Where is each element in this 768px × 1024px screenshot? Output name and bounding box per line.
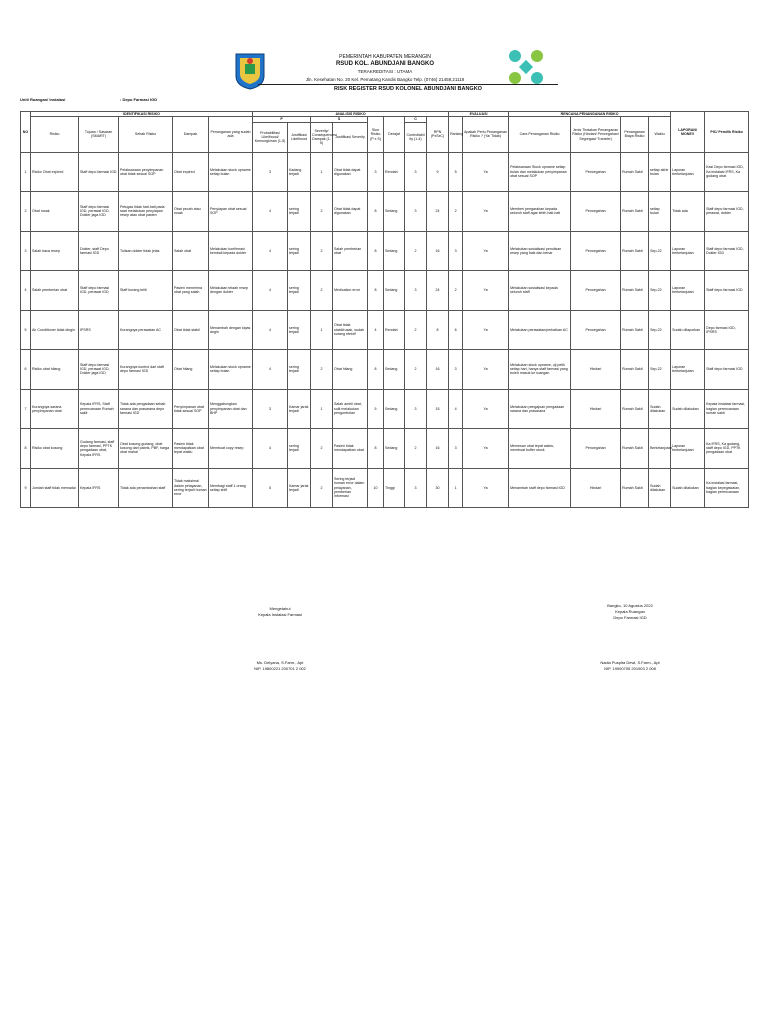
cell-rpn: 9 <box>427 152 449 192</box>
cell-sebab: Pelaksanaan penyimpanan obat tidak sesuai SOP <box>119 152 173 192</box>
cell-jenis: Hindari <box>571 389 621 429</box>
cell-skor: 10 <box>368 468 384 508</box>
cell-p: 3 <box>253 152 288 192</box>
cell-rank: 2 <box>449 271 463 311</box>
cell-skor: 4 <box>368 310 384 350</box>
table-row <box>21 152 749 192</box>
cell-c: 2 <box>405 350 427 390</box>
cell-p: 4 <box>253 271 288 311</box>
cell-js: Obat tidak dapat digunakan <box>333 192 368 232</box>
kemenkes-logo-icon <box>503 46 549 88</box>
cell-rpn: 16 <box>427 350 449 390</box>
cell-cara: Melakukan pengajuan pengadaan sarana dan prasarana <box>509 389 571 429</box>
cell-biaya: Rumah Sakit <box>621 310 649 350</box>
group-s: S <box>311 117 368 122</box>
cell-s: 1 <box>311 310 333 350</box>
cell-laporan: Laporan berkelanjutan <box>671 152 705 192</box>
signature-left-block <box>230 606 330 618</box>
cell-laporan: Sudah dilakukan <box>671 389 705 429</box>
col-rpn: RPN (PxSxC) <box>427 117 449 152</box>
group-evaluasi: EVALUASI <box>449 112 509 117</box>
cell-ada: Membagi staff 1 orang setiap shift <box>209 468 253 508</box>
cell-skor: 3 <box>368 152 384 192</box>
cell-apakah: Ya <box>463 468 509 508</box>
risk-register-table <box>20 111 749 508</box>
cell-jp: sering terjadi <box>288 271 311 311</box>
col-risiko: Risiko <box>31 117 79 152</box>
cell-dampak: Pasien tidak mendapatkan obat tepat waktu <box>173 429 209 469</box>
cell-rank: 4 <box>449 389 463 429</box>
cell-p: 4 <box>253 310 288 350</box>
cell-derajat: Sedang <box>384 429 405 469</box>
cell-rpn: 15 <box>427 389 449 429</box>
cell-skor: 8 <box>368 350 384 390</box>
cell-pic: Ka instalasi farmasi, bagian kepegawaian, bagian perencanaan <box>705 468 749 508</box>
cell-cara: Melakukan sosialisasi penulisan resep yang baik dan benar <box>509 231 571 271</box>
cell-jenis: Pencegahan <box>571 231 621 271</box>
cell-pic: Ka IFRS, Ka gudang, staff depo IGD, PPTK pengadaan obat <box>705 429 749 469</box>
cell-p: 5 <box>253 468 288 508</box>
col-sebab: Sebab Risiko <box>119 117 173 152</box>
cell-dampak: Obat hilang <box>173 350 209 390</box>
cell-rpn: 24 <box>427 271 449 311</box>
cell-skor: 8 <box>368 192 384 232</box>
cell-waktu: setiap bulan <box>649 192 671 232</box>
cell-jenis: Pencegahan <box>571 310 621 350</box>
cell-jp: Kadang terjadi <box>288 152 311 192</box>
cell-pic: Staff depo farmasi IGD, perawat, dokter <box>705 192 749 232</box>
cell-no: 2 <box>21 192 31 232</box>
cell-biaya: Rumah Sakit <box>621 192 649 232</box>
cell-jenis: Pencegahan <box>571 152 621 192</box>
cell-no: 7 <box>21 389 31 429</box>
cell-risiko: Risiko Obat expired <box>31 152 79 192</box>
cell-laporan: Sudah dilaporkan <box>671 310 705 350</box>
cell-rank: 3 <box>449 231 463 271</box>
cell-derajat: Tinggi <box>384 468 405 508</box>
cell-laporan: Laporan berkelanjutan <box>671 429 705 469</box>
cell-risiko: Obat rusak <box>31 192 79 232</box>
cell-tujuan: Gudang farmasi, staff depo farmasi, PPTK pengadaan obat, Kepala IFRS <box>79 429 119 469</box>
col-probabilitas: Probabilitas/ Likelihood/ Kemungkinan (1-5) <box>253 122 288 152</box>
cell-biaya: Rumah Sakit <box>621 389 649 429</box>
cell-s: 2 <box>311 192 333 232</box>
cell-c: 2 <box>405 310 427 350</box>
table-row <box>21 468 749 508</box>
cell-pic: Kepala instalasi farmasi, bagian perencanaan rumah sakit <box>705 389 749 429</box>
cell-cara: Melakukan perawatan/perbaikan AC <box>509 310 571 350</box>
col-laporan: LAPORAN/ MONEV <box>671 112 705 153</box>
cell-sebab: Staff kurang teliti <box>119 271 173 311</box>
cell-sebab: Petugas tidak hati-hati pada saat melakukan penyiapan resep atau obat pasien <box>119 192 173 232</box>
cell-no: 8 <box>21 429 31 469</box>
cell-js: Sering terjadi human error dalam pelayanan, pemberian informasi <box>333 468 368 508</box>
cell-p: 4 <box>253 192 288 232</box>
cell-c: 3 <box>405 192 427 232</box>
group-p: P <box>253 117 311 122</box>
cell-waktu: Sep-22 <box>649 310 671 350</box>
group-rencana: RENCANA PENANGANAN RISIKO <box>509 112 671 117</box>
cell-skor: 8 <box>368 231 384 271</box>
cell-waktu: Sep-22 <box>649 231 671 271</box>
cell-pic: Staff depo farmasi IGD <box>705 350 749 390</box>
cell-tujuan: Staff depo farmasi IGD, perawat IGD, Dokter jaga IGD <box>79 350 119 390</box>
table-row <box>21 271 749 311</box>
cell-sebab: Tidak ada pengadaan sebab sarana dan prasarana depo farmasi IGD <box>119 389 173 429</box>
col-no: NO <box>21 112 31 153</box>
cell-ada: Melakukan stock opname setiap bulan <box>209 350 253 390</box>
table-row <box>21 350 749 390</box>
cell-rank: 2 <box>449 192 463 232</box>
cell-p: 3 <box>253 389 288 429</box>
cell-tujuan: Staff depo farmasi IGD, perawat IGD, Dokter jaga IGD <box>79 192 119 232</box>
cell-no: 1 <box>21 152 31 192</box>
cell-cara: Memesan obat tepat waktu, membuat buffer stock <box>509 429 571 469</box>
cell-risiko: Salah pemberian obat <box>31 271 79 311</box>
cell-risiko: Jumlah staff tidak memadai <box>31 468 79 508</box>
signature-right-unit: Depo Farmasi IGD <box>613 615 647 620</box>
cell-apakah: Ya <box>463 310 509 350</box>
cell-ada: Menggabungkan penyimpanan obat dan BHP <box>209 389 253 429</box>
cell-no: 4 <box>21 271 31 311</box>
cell-derajat: Rendah <box>384 310 405 350</box>
cell-cara: Melakukan stock opname, uji petik setiap hari, hanya staff farmasi yang boleh masuk ke ruangan <box>509 350 571 390</box>
cell-risiko: Risiko obat kosong <box>31 429 79 469</box>
signature-right-block <box>580 603 680 621</box>
cell-laporan: Sudah dilakukan <box>671 468 705 508</box>
signature-right-role: Kepala Ruangan <box>615 609 645 614</box>
col-pic: PIC/ Pemilik Risiko <box>705 112 749 153</box>
cell-jp: Kamar jarak terjadi <box>288 389 311 429</box>
cell-s: 2 <box>311 271 333 311</box>
cell-p: 4 <box>253 350 288 390</box>
col-severity: Severity/ Consequences/ Dampak (1-5) <box>311 122 333 152</box>
signature-right-name-block <box>575 660 685 672</box>
cell-tujuan: Dokter, staff Depo farmasi IGD <box>79 231 119 271</box>
cell-jenis: Hindari <box>571 468 621 508</box>
signature-right-date: Bangko, 10 Agustus 2022 <box>607 603 653 608</box>
header-government: PEMERINTAH KABUPATEN MERANGIN <box>339 54 431 60</box>
cell-sebab: Kurangnya perawatan AC <box>119 310 173 350</box>
cell-s: 2 <box>311 350 333 390</box>
cell-rpn: 24 <box>427 192 449 232</box>
col-tujuan: Tujuan / Sasaran (SMART) <box>79 117 119 152</box>
cell-s: 2 <box>311 429 333 469</box>
cell-biaya: Rumah Sakit <box>621 429 649 469</box>
cell-js: Salah ambil obat, sulit melakukan pengontrolan <box>333 389 368 429</box>
cell-apakah: Ya <box>463 271 509 311</box>
col-ranking: Ranking <box>449 117 463 152</box>
cell-biaya: Rumah Sakit <box>621 152 649 192</box>
cell-derajat: Sedang <box>384 192 405 232</box>
col-justifikasi-likelihood: Justifikasi Likelihood <box>288 122 311 152</box>
cell-s: 1 <box>311 152 333 192</box>
cell-rpn: 16 <box>427 429 449 469</box>
cell-sebab: Kurangnya kontrol dari staff depo farmasi IGD <box>119 350 173 390</box>
cell-waktu: setiap akhir bulan <box>649 152 671 192</box>
cell-tujuan: Kepala IFRS, Staff perencanaan Rumah sakit <box>79 389 119 429</box>
signature-right-name: Nadia Puspita Dewi, S.Farm., Apt <box>600 660 660 665</box>
cell-rank: 6 <box>449 310 463 350</box>
cell-pic: Staff depo farmasi IGD, Dokter IGD <box>705 231 749 271</box>
cell-sebab: Tulisan dokter tidak jelas <box>119 231 173 271</box>
cell-apakah: Ya <box>463 389 509 429</box>
cell-jp: sering terjadi <box>288 350 311 390</box>
cell-jp: sering terjadi <box>288 231 311 271</box>
cell-rpn: 30 <box>427 468 449 508</box>
unit-value: : Depo Farmasi IGD <box>120 97 158 102</box>
cell-pic: Kasi Depo farmasi IGD, Ka instalasi IFRS, Ka gudang obat <box>705 152 749 192</box>
cell-pic: Staff depo farmasi IGD <box>705 271 749 311</box>
cell-c: 3 <box>405 152 427 192</box>
header-hospital: RSUD KOL. ABUNDJANI BANGKO <box>335 61 435 67</box>
cell-no: 5 <box>21 310 31 350</box>
col-waktu: Waktu <box>649 117 671 152</box>
cell-risiko: Kurangnya sarana penyimpanan obat <box>31 389 79 429</box>
cell-tujuan: Kepala IFRS <box>79 468 119 508</box>
col-penanganan-ada: Penanganan yang sudah ada <box>209 117 253 152</box>
cell-ada: Melakukan telaah resep dengan dokter <box>209 271 253 311</box>
cell-rank: 1 <box>449 468 463 508</box>
cell-cara: Pelaksanaan Stock opname setiap bulan dan melakukan penyimpanan obat sesuai SOP <box>509 152 571 192</box>
cell-s: 1 <box>311 389 333 429</box>
col-justifikasi-severity: Justifikasi Severity <box>333 122 368 152</box>
header-divider <box>258 84 558 85</box>
cell-biaya: Rumah Sakit <box>621 468 649 508</box>
cell-no: 3 <box>21 231 31 271</box>
table-row <box>21 192 749 232</box>
col-dampak: Dampak <box>173 117 209 152</box>
cell-ada: Melakukan stock opname setiap bulan <box>209 152 253 192</box>
cell-s: 2 <box>311 231 333 271</box>
cell-risiko: Salah baca resep <box>31 231 79 271</box>
cell-jenis: Hindari <box>571 350 621 390</box>
cell-jp: sering terjadi <box>288 192 311 232</box>
cell-dampak: Tidak maksimal dalam pelayanan, sering terjadi human error <box>173 468 209 508</box>
cell-jp: sering terjadi <box>288 310 311 350</box>
cell-jp: sering terjadi <box>288 429 311 469</box>
table-row <box>21 310 749 350</box>
cell-c: 3 <box>405 271 427 311</box>
cell-apakah: Ya <box>463 231 509 271</box>
table-row <box>21 231 749 271</box>
cell-biaya: Rumah Sakit <box>621 271 649 311</box>
cell-apakah: Ya <box>463 350 509 390</box>
cell-dampak: Obat pecah atau rusak <box>173 192 209 232</box>
col-cara: Cara Penanganan Risiko <box>509 117 571 152</box>
group-identifikasi: IDENTIFIKASI RISIKO <box>31 112 253 117</box>
cell-p: 4 <box>253 231 288 271</box>
cell-js: Salah pemberian obat <box>333 231 368 271</box>
cell-rank: 3 <box>449 429 463 469</box>
header-address: Jln. Kesehatan No. 20 Kel. Pematang Kandis Bangko Telp. (0746) 21459,21118 <box>305 77 465 82</box>
col-controllability: Controllabil ity (1-4) <box>405 122 427 152</box>
cell-js: Obat tidak stabil/rusak, sudah kurang efektif <box>333 310 368 350</box>
cell-derajat: Rendah <box>384 152 405 192</box>
cell-no: 6 <box>21 350 31 390</box>
group-c: C <box>405 117 427 122</box>
cell-apakah: Ya <box>463 192 509 232</box>
cell-tujuan: IPSRS <box>79 310 119 350</box>
cell-rpn: 16 <box>427 231 449 271</box>
cell-skor: 5 <box>368 389 384 429</box>
cell-laporan: Laporan berkelanjutan <box>671 231 705 271</box>
cell-p: 4 <box>253 429 288 469</box>
signature-left-nip: NIP. 19800221 200701 2 002 <box>254 666 306 671</box>
signature-right-nip: NIP. 19900705 201903 2 008 <box>604 666 656 671</box>
cell-c: 2 <box>405 231 427 271</box>
cell-dampak: Penyimpanan obat tidak sesuai SOP <box>173 389 209 429</box>
cell-jp: Kamar jarak terjadi <box>288 468 311 508</box>
cell-dampak: Obat expired <box>173 152 209 192</box>
cell-derajat: Sedang <box>384 271 405 311</box>
table-row <box>21 389 749 429</box>
cell-dampak: Salah obat <box>173 231 209 271</box>
cell-laporan: Laporan berkelanjutan <box>671 271 705 311</box>
col-apakah: Apakah Perlu Penanganan Risiko ? (Ya/ Tidak) <box>463 117 509 152</box>
cell-biaya: Rumah Sakit <box>621 350 649 390</box>
signature-left-role: Kepala Instalasi Farmasi <box>258 612 302 617</box>
cell-tujuan: Staff depo farmasi IGD <box>79 152 119 192</box>
cell-js: Pasien tidak mendapatkan obat <box>333 429 368 469</box>
cell-ada: Membuat copy resep <box>209 429 253 469</box>
col-jenis: Jenis Tindakan Penanganan Risiko (Hindari/ Pencegahan/ Segregasi/ Transfer) <box>571 117 621 152</box>
cell-waktu: Sudah dilakukan <box>649 468 671 508</box>
cell-cara: Memberi pengarahan kepada seluruh staff agar lebih hati-hati <box>509 192 571 232</box>
signature-left-name: Ms. Delyana, S.Farm., Apt <box>256 660 304 665</box>
cell-js: Obat hilang <box>333 350 368 390</box>
cell-laporan: Tidak ada <box>671 192 705 232</box>
cell-c: 2 <box>405 429 427 469</box>
cell-waktu: Sep-22 <box>649 350 671 390</box>
cell-risiko: Air Conditioner tidak dingin <box>31 310 79 350</box>
cell-jenis: Pencegahan <box>571 271 621 311</box>
cell-derajat: Sedang <box>384 389 405 429</box>
cell-js: Obat tidak dapat digunakan <box>333 152 368 192</box>
cell-pic: Depo farmasi IGD, IPSRS <box>705 310 749 350</box>
cell-ada: Penyiapan obat sesuai SOP <box>209 192 253 232</box>
cell-risiko: Risiko obat hilang <box>31 350 79 390</box>
cell-apakah: Ya <box>463 152 509 192</box>
cell-derajat: Sedang <box>384 350 405 390</box>
cell-rank: 3 <box>449 350 463 390</box>
header-accreditation: TERAKREDITASI : UTAMA <box>357 69 413 74</box>
cell-cara: Melakukan sosialisasi kepada seluruh staff <box>509 271 571 311</box>
cell-biaya: Rumah Sakit <box>621 231 649 271</box>
cell-derajat: Sedang <box>384 231 405 271</box>
cell-skor: 8 <box>368 429 384 469</box>
cell-laporan: Laporan berkelanjutan <box>671 350 705 390</box>
cell-sebab: Tidak ada penambahan staff <box>119 468 173 508</box>
cell-waktu: Sep-22 <box>649 271 671 311</box>
cell-waktu: Sudah dilakukan <box>649 389 671 429</box>
unit-label: Unit/ Ruangan/ Instalasi <box>20 97 66 102</box>
cell-skor: 8 <box>368 271 384 311</box>
cell-c: 3 <box>405 468 427 508</box>
cell-js: Medication error <box>333 271 368 311</box>
signature-left-mengetahui: Mengetahui <box>269 606 291 611</box>
cell-rpn: 8 <box>427 310 449 350</box>
cell-no: 9 <box>21 468 31 508</box>
cell-cara: Menambah staff depo farmasi IGD <box>509 468 571 508</box>
cell-apakah: Ya <box>463 429 509 469</box>
cell-ada: Menambah dengan kipas angin <box>209 310 253 350</box>
col-skor: Skor Risiko (P x S) <box>368 117 384 152</box>
cell-sebab: Obat kosong gudang, obat kosong dari pabrik, PBF, harga obat mahal <box>119 429 173 469</box>
cell-rank: 5 <box>449 152 463 192</box>
cell-tujuan: Staff depo farmasi IGD, perawat IGD <box>79 271 119 311</box>
group-analisis: ANALISIS RISIKO <box>253 112 449 117</box>
cell-s: 2 <box>311 468 333 508</box>
cell-jenis: Pencegahan <box>571 429 621 469</box>
table-row <box>21 429 749 469</box>
signature-left-name-block <box>230 660 330 672</box>
cell-dampak: Pasien menerima obat yang salah <box>173 271 209 311</box>
col-derajat: Derajat <box>384 117 405 152</box>
document-title: RISK REGISTER RSUD KOLONEL ABUNDJANI BANGKO <box>334 86 482 92</box>
cell-dampak: Obat tidak stabil <box>173 310 209 350</box>
cell-jenis: Pencegahan <box>571 192 621 232</box>
cell-c: 3 <box>405 389 427 429</box>
cell-waktu: Berkelanjutan <box>649 429 671 469</box>
col-biaya: Penanganan Biaya Risiko <box>621 117 649 152</box>
cell-ada: Melakukan konfirmasi kembali kepada dokter <box>209 231 253 271</box>
